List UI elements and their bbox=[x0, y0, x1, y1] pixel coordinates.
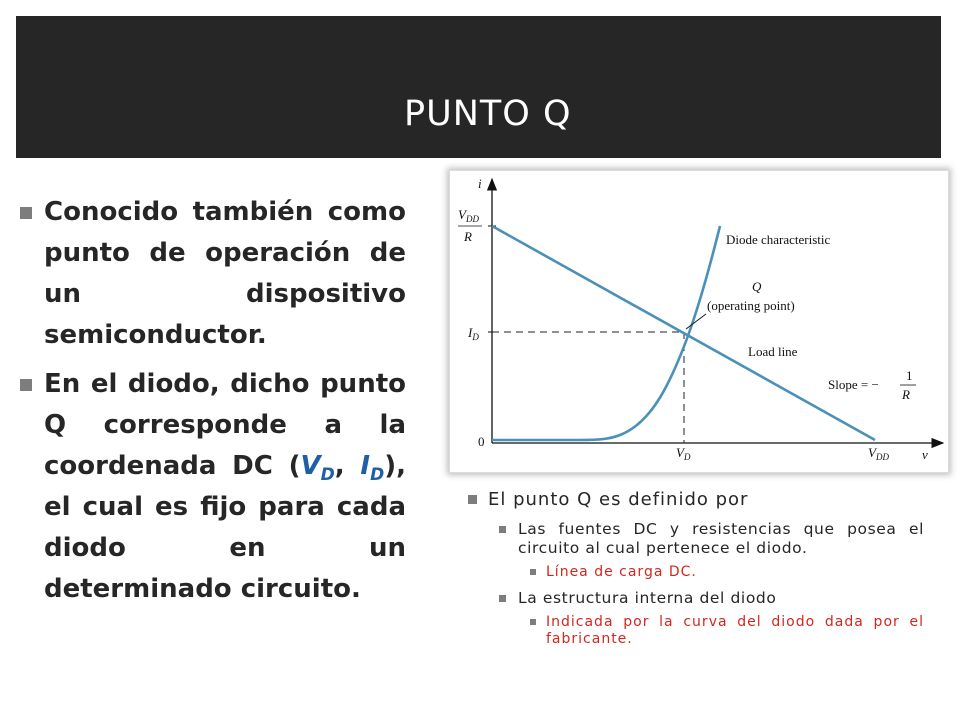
id-axis-label: $I_D$ bbox=[468, 325, 479, 342]
origin-label: 0 bbox=[478, 434, 485, 449]
vd-symbol: $V_D$ bbox=[300, 451, 335, 486]
q-point-diagram bbox=[449, 170, 949, 473]
diode-characteristic-label: Diode characteristic bbox=[726, 232, 831, 247]
right-sub-bullet-2: La estructura interna del diodo bbox=[466, 589, 924, 608]
square-bullet-icon bbox=[530, 619, 536, 625]
vdd-over-r-numerator: $V_{DD}$ bbox=[458, 207, 479, 224]
slope-label: Slope = − bbox=[828, 377, 879, 392]
right-sub-sub-bullet-2: Indicada por la curva del diodo dada por el fabricante. bbox=[466, 614, 924, 648]
left-bullet-2: En el diodo, dicho punto Q corresponde a la coordenada DC ($V_D$, $I_D$), el cual es fijo para cada diodo en un determinado circuito. bbox=[18, 364, 406, 610]
right-bullet-list bbox=[466, 488, 924, 656]
square-bullet-icon bbox=[20, 207, 32, 219]
vdd-axis-label: $V_{DD}$ bbox=[868, 445, 889, 462]
left-bullet-1 bbox=[18, 192, 406, 356]
square-bullet-icon bbox=[20, 379, 32, 391]
operating-point-label: (operating point) bbox=[707, 298, 795, 313]
slope-numerator: 1 bbox=[906, 368, 913, 383]
left-bullet-2-pre: En el diodo, dicho punto Q corresponde a la coordenada DC ( bbox=[44, 369, 406, 481]
x-axis-label: v bbox=[922, 447, 928, 462]
left-bullet-2-post: ), el cual es fijo para cada diodo en un determinado circuito. bbox=[44, 451, 406, 604]
right-sub-sub-bullet-1: Línea de carga DC. bbox=[466, 564, 924, 581]
left-bullet-list bbox=[18, 192, 406, 618]
load-line-label: Load line bbox=[748, 344, 798, 359]
left-bullet-1-text: Conocido también como punto de operación de un dispositivo semiconductor. bbox=[44, 197, 406, 350]
vd-axis-label: $V_D$ bbox=[676, 445, 691, 462]
square-bullet-icon bbox=[530, 569, 536, 575]
right-sub-bullet-1: Las fuentes DC y resistencias que posea el circuito al cual pertenece el diodo. bbox=[466, 520, 924, 558]
id-symbol: $I_D$ bbox=[360, 451, 385, 486]
slide-title: PUNTO Q bbox=[404, 94, 572, 134]
y-axis-label: i bbox=[478, 176, 482, 191]
square-bullet-icon bbox=[499, 526, 506, 533]
right-bullet-main: El punto Q es definido por bbox=[466, 488, 924, 512]
slope-denominator: R bbox=[902, 387, 910, 402]
title-bar bbox=[16, 16, 941, 158]
q-point-label: Q bbox=[752, 279, 762, 294]
square-bullet-icon bbox=[468, 495, 477, 504]
square-bullet-icon bbox=[499, 595, 506, 602]
vdd-over-r-denominator: R bbox=[464, 229, 472, 244]
diagram-svg bbox=[450, 171, 950, 474]
